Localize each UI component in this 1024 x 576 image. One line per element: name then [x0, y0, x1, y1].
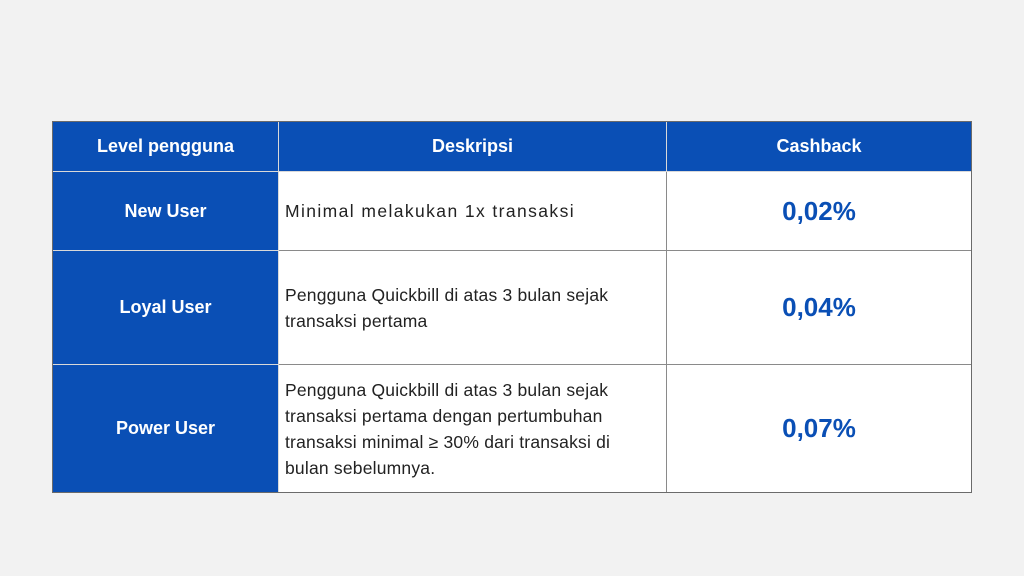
row-description-power-user: Pengguna Quickbill di atas 3 bulan sejak transaksi pertama dengan pertumbuhan transaksi minimal ≥ 30% dari transaksi di bulan sebelumnya.	[279, 365, 667, 492]
row-description-new-user: Minimal melakukan 1x transaksi	[279, 172, 667, 251]
header-cashback: Cashback	[667, 122, 971, 172]
row-level-loyal-user: Loyal User	[53, 251, 279, 365]
header-level: Level pengguna	[53, 122, 279, 172]
row-level-power-user: Power User	[53, 365, 279, 492]
row-description-loyal-user: Pengguna Quickbill di atas 3 bulan sejak transaksi pertama	[279, 251, 667, 365]
row-cashback-loyal-user: 0,04%	[667, 251, 971, 365]
row-level-new-user: New User	[53, 172, 279, 251]
cashback-table	[52, 121, 972, 493]
header-description: Deskripsi	[279, 122, 667, 172]
row-cashback-power-user: 0,07%	[667, 365, 971, 492]
row-cashback-new-user: 0,02%	[667, 172, 971, 251]
